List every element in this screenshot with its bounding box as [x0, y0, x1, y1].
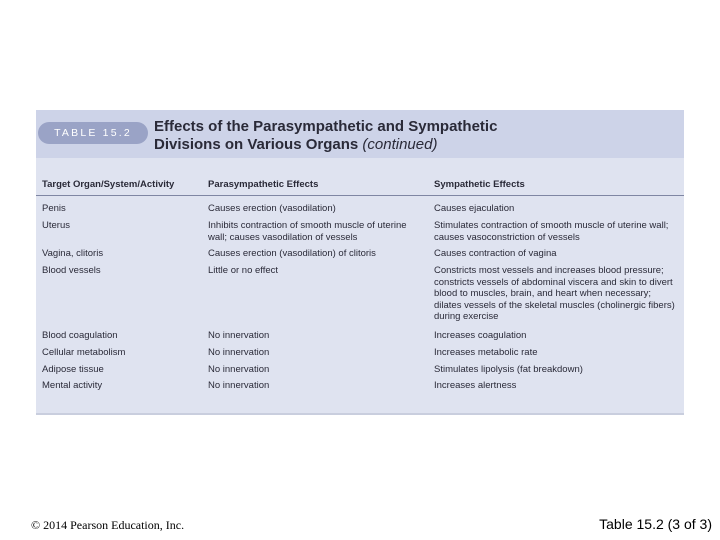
table-row-sympathetic: Increases coagulation	[434, 330, 527, 341]
table-number-badge: TABLE 15.2	[38, 122, 148, 144]
table-title-line1: Effects of the Parasympathetic and Sympathetic	[154, 118, 498, 135]
table-row-sympathetic: Constricts most vessels and increases blood pressure; constricts vessels of abdominal viscera and skin to divert blood to muscles, brain, and heart when necessary; dilates vessels of the skeletal muscles (cholinergic fibers) during exercise	[434, 265, 675, 322]
table-row-organ: Vagina, clitoris	[42, 248, 104, 259]
table-row-parasympathetic: Little or no effect	[208, 265, 279, 276]
table-row-parasympathetic: No innervation	[208, 330, 270, 341]
table-row-sympathetic: Increases alertness	[434, 380, 517, 391]
column-header-parasympathetic: Parasympathetic Effects	[208, 179, 319, 190]
table-header	[36, 110, 684, 158]
table-row-organ: Cellular metabolism	[42, 347, 126, 358]
slide-caption: Table 15.2 (3 of 3)	[599, 516, 712, 532]
table-row-parasympathetic: No innervation	[208, 380, 270, 391]
table-row-sympathetic: Causes contraction of vagina	[434, 248, 557, 259]
table-row-organ: Blood coagulation	[42, 330, 118, 341]
copyright-notice: © 2014 Pearson Education, Inc.	[31, 518, 185, 532]
table-row-parasympathetic: Causes erection (vasodilation)	[208, 203, 336, 214]
column-header-organ: Target Organ/System/Activity	[42, 179, 175, 190]
table-row-sympathetic: Causes ejaculation	[434, 203, 515, 214]
table-row-parasympathetic: No innervation	[208, 364, 270, 375]
table-row-parasympathetic: Causes erection (vasodilation) of clitoris	[208, 248, 376, 259]
header-divider	[36, 195, 684, 196]
table-row-organ: Adipose tissue	[42, 364, 104, 375]
table-row-organ: Blood vessels	[42, 265, 101, 276]
table-row-sympathetic: Stimulates contraction of smooth muscle of uterine wall; causes vasoconstriction of vessels	[434, 220, 669, 243]
table-row-sympathetic: Increases metabolic rate	[434, 347, 538, 358]
table-row-sympathetic: Stimulates lipolysis (fat breakdown)	[434, 364, 583, 375]
table-card	[36, 110, 684, 415]
table-row-organ: Penis	[42, 203, 66, 214]
table-row-parasympathetic: No innervation	[208, 347, 270, 358]
table-row-organ: Mental activity	[42, 380, 103, 391]
table-row-parasympathetic: Inhibits contraction of smooth muscle of uterine wall; causes vasodilation of vessels	[208, 220, 407, 243]
table-title-suffix: (continued)	[362, 136, 438, 153]
table-title	[154, 118, 674, 154]
column-header-sympathetic: Sympathetic Effects	[434, 179, 525, 190]
table-title-line2: Divisions on Various Organs (continued)	[154, 136, 438, 153]
table-row-organ: Uterus	[42, 220, 70, 231]
